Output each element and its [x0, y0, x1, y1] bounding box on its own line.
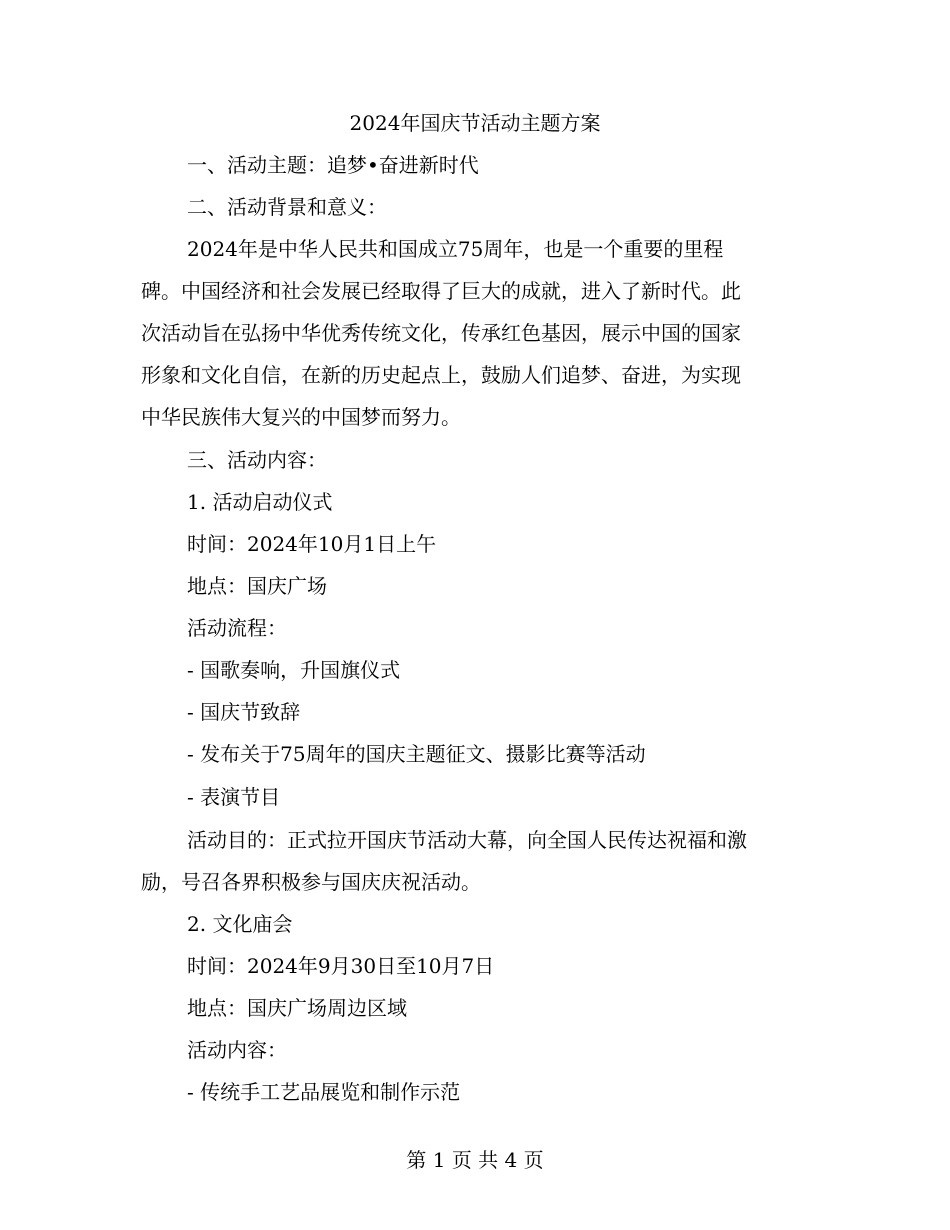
section-heading-theme: 一、活动主题：追梦•奋进新时代 — [187, 153, 479, 177]
subsection-heading: 1. 活动启动仪式 — [187, 490, 333, 514]
detail-line: 地点：国庆广场 — [187, 574, 327, 598]
paragraph-line: 形象和文化自信，在新的历史起点上，鼓励人们追梦、奋进，为实现 — [141, 363, 741, 387]
section-heading-content: 三、活动内容： — [187, 448, 327, 472]
detail-line: 时间：2024年9月30日至10月7日 — [187, 954, 495, 978]
list-item: - 传统手工艺品展览和制作示范 — [187, 1080, 461, 1104]
document-title: 2024年国庆节活动主题方案 — [349, 111, 601, 135]
section-heading-background: 二、活动背景和意义： — [187, 195, 387, 219]
paragraph-line: 碑。中国经济和社会发展已经取得了巨大的成就，进入了新时代。此 — [141, 279, 741, 303]
detail-line: 时间：2024年10月1日上午 — [187, 532, 437, 556]
list-item: - 国庆节致辞 — [187, 700, 301, 724]
paragraph-line: 2024年是中华人民共和国成立75周年，也是一个重要的里程 — [187, 237, 724, 261]
detail-line: 活动内容： — [187, 1038, 287, 1062]
list-item: - 发布关于75周年的国庆主题征文、摄影比赛等活动 — [187, 742, 646, 766]
detail-line: 活动流程： — [187, 616, 287, 640]
detail-line: 地点：国庆广场周边区域 — [187, 996, 407, 1020]
page-footer: 第 1 页 共 4 页 — [406, 1148, 544, 1172]
paragraph-line: 中华民族伟大复兴的中国梦而努力。 — [141, 405, 461, 429]
list-item: - 表演节目 — [187, 785, 281, 809]
list-item: - 国歌奏响，升国旗仪式 — [187, 658, 401, 682]
paragraph-line: 次活动旨在弘扬中华优秀传统文化，传承红色基因，展示中国的国家 — [141, 321, 741, 345]
paragraph-line: 活动目的：正式拉开国庆节活动大幕，向全国人民传达祝福和激 — [187, 828, 747, 852]
subsection-heading: 2. 文化庙会 — [187, 912, 293, 936]
paragraph-line: 励，号召各界积极参与国庆庆祝活动。 — [141, 870, 481, 894]
